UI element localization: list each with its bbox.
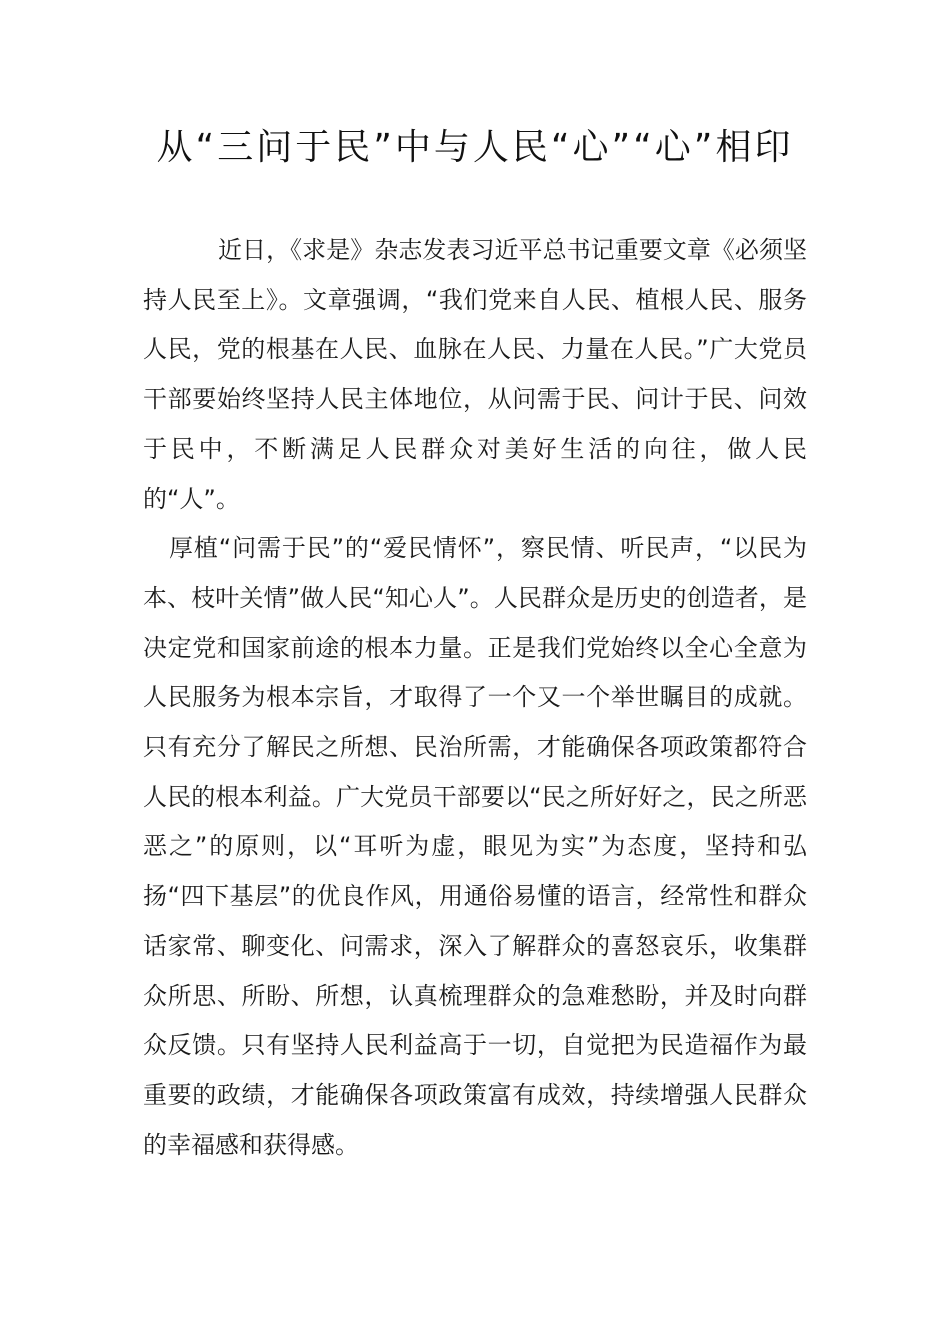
paragraph-intro: 近日，《求是》杂志发表习近平总书记重要文章《必须坚持人民至上》。文章强调，“我们党来自人民、植根人民、服务人民，党的根基在人民、血脉在人民、力量在人民。”广大党员干部要始终坚持人民主体地位，从问需于民、问计于民、问效于民中，不断满足人民群众对美好生活的向往，做人民的“人”。 bbox=[143, 236, 807, 513]
document-title: 从“三问于民”中与人民“心”“心”相印 bbox=[156, 127, 794, 168]
document-body bbox=[143, 226, 807, 1170]
paragraph-wenxu-yumin: 厚植“问需于民”的“爱民情怀”，察民情、听民声，“以民为本、枝叶关情”做人民“知心人”。人民群众是历史的创造者，是决定党和国家前途的根本力量。正是我们党始终以全心全意为人民服务为根本宗旨，才取得了一个又一个举世瞩目的成就。只有充分了解民之所想、民治所需，才能确保各项政策都符合人民的根本利益。广大党员干部要以“民之所好好之，民之所恶恶之”的原则，以“耳听为虚，眼见为实”为态度，坚持和弘扬“四下基层”的优良作风，用通俗易懂的语言，经常性和群众话家常、聊变化、问需求，深入了解群众的喜怒哀乐，收集群众所思、所盼、所想，认真梳理群众的急难愁盼，并及时向群众反馈。只有坚持人民利益高于一切，自觉把为民造福作为最重要的政绩，才能确保各项政策富有成效，持续增强人民群众的幸福感和获得感。 bbox=[143, 534, 807, 1159]
